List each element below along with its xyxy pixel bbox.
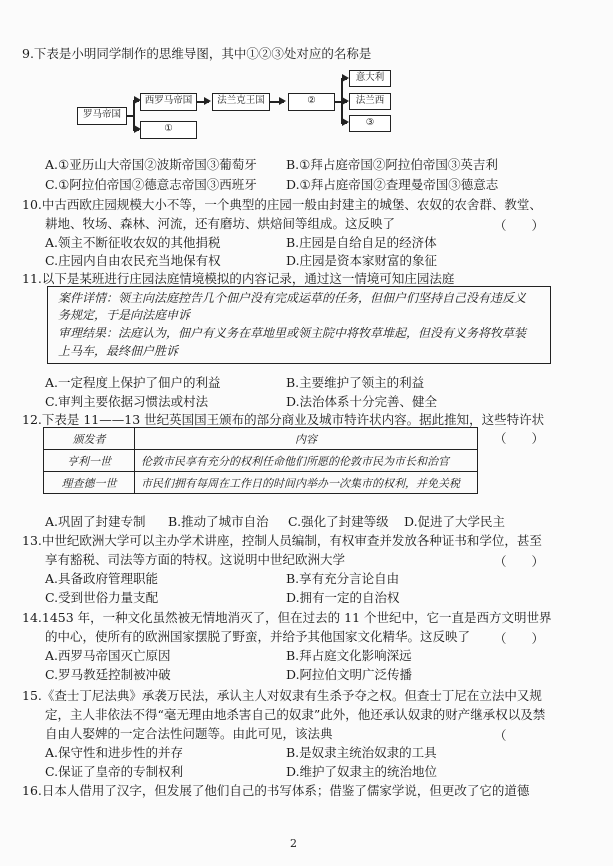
q13-stem-line-2: 享有豁税、司法等方面的特权。这说明中世纪欧洲大学 xyxy=(45,552,346,567)
q12-option-b: B.推动了城市自治 xyxy=(168,514,269,529)
q11-case-line-4: 上马车，最终佃户胜诉 xyxy=(58,344,179,358)
q11-case-line-2: 务规定，于是向法庭申诉 xyxy=(58,308,191,322)
q15-option-c: C.保证了皇帝的专制权利 xyxy=(45,764,184,779)
q12-option-d: D.促进了大学民主 xyxy=(404,514,506,529)
q14-stem-line-2: 的中心，使所有的欧洲国家摆脱了野蛮，并给予其他国家文化精华。这反映了 xyxy=(45,629,471,644)
q12-table-cell: 理查德一世 xyxy=(44,472,135,494)
q13-answer-paren: （ ） xyxy=(494,554,545,569)
q11-option-d: D.法治体系十分完善、健全 xyxy=(286,394,438,409)
page-number: 2 xyxy=(290,837,297,850)
q14-answer-paren: （ ） xyxy=(494,631,545,646)
q12-answer-paren: （ ） xyxy=(494,431,545,446)
q15-answer-paren: （ xyxy=(494,728,507,743)
q10-option-a: A.领主不断征收农奴的其他捐税 xyxy=(45,235,221,250)
q12-table-cell: 市民们拥有每周在工作日的时间内举办一次集市的权利，并免关税 xyxy=(135,472,478,494)
table-row xyxy=(44,472,478,494)
q11-option-b: B.主要维护了领主的利益 xyxy=(286,375,425,390)
q10-option-b: B.庄园是自给自足的经济体 xyxy=(286,235,437,250)
q12-table-cell: 伦敦市民享有充分的权利任命他们所愿的伦敦市民为市长和治官 xyxy=(135,450,478,472)
mindmap-west-roman: 西罗马帝国 xyxy=(140,93,197,111)
q10-answer-paren: （ ） xyxy=(494,218,545,233)
q16-stem-line-1: 16.日本人借用了汉字，但发展了他们自己的书写体系；借鉴了儒家学说，但更改了它的道德 xyxy=(22,783,530,798)
q9-option-a: A.①亚历山大帝国②波斯帝国③葡萄牙 xyxy=(45,157,257,172)
table-row xyxy=(44,450,478,472)
q15-option-d: D.维护了奴隶主的统治地位 xyxy=(286,764,438,779)
q9-option-c: C.①阿拉伯帝国②德意志帝国③西班牙 xyxy=(45,177,257,192)
mindmap-blank-2: ② xyxy=(288,93,335,111)
q13-option-b: B.享有充分言论自由 xyxy=(286,571,400,586)
q15-option-b: B.是奴隶主统治奴隶的工具 xyxy=(286,745,437,760)
q11-case-line-1: 案件详情：领主向法庭控告几个佃户没有完成运草的任务，但佃户们坚持自己没有违反义 xyxy=(58,291,527,305)
mindmap-italy: 意大利 xyxy=(349,70,391,87)
q14-stem-line-1: 14.1453 年，一种文化虽然被无情地消灭了，但在过去的 11 个世纪中，它一直是西方文明世界 xyxy=(22,610,552,625)
q11-stem: 11.以下是某班进行庄园法庭情境模拟的内容记录，通过这一情境可知庄园法庭 xyxy=(22,271,455,286)
q12-stem: 12.下表是 11——13 世纪英国国王颁布的部分商业及城市特许状内容。据此推知，这些特许状 xyxy=(22,412,545,427)
q13-option-d: D.拥有一定的自治权 xyxy=(286,590,400,605)
q14-option-a: A.西罗马帝国灭亡原因 xyxy=(45,648,171,663)
q9-option-d: D.①拜占庭帝国②查理曼帝国③德意志 xyxy=(286,177,499,192)
q12-table-header-issuer: 颁发者 xyxy=(44,428,135,450)
mindmap-frank: 法兰克王国 xyxy=(212,93,270,111)
mindmap-blank-1: ① xyxy=(140,121,197,139)
q15-option-a: A.保守性和进步性的并存 xyxy=(45,745,184,760)
q12-option-a: A.巩固了封建专制 xyxy=(45,514,146,529)
q15-stem-line-1: 15.《查士丁尼法典》承袭万民法，承认主人对奴隶有生杀予夺之权。但查士丁尼在立法中又规 xyxy=(22,688,542,703)
mindmap-root: 罗马帝国 xyxy=(77,107,127,125)
q10-option-d: D.庄园是资本家财富的象征 xyxy=(286,253,438,268)
q14-option-d: D.阿拉伯文明广泛传播 xyxy=(286,667,413,682)
q14-option-b: B.拜占庭文化影响深远 xyxy=(286,648,412,663)
q9-stem: 9.下表是小明同学制作的思维导图，其中①②③处对应的名称是 xyxy=(22,46,372,61)
q13-stem-line-1: 13.中世纪欧洲大学可以主办学术讲座，控制人员编制，有权审查并发放各种证书和学位，甚至 xyxy=(22,533,542,548)
q12-table-cell: 亨利一世 xyxy=(44,450,135,472)
q12-table-header-content: 内容 xyxy=(135,428,478,450)
q13-option-c: C.受到世俗力量支配 xyxy=(45,590,159,605)
q15-stem-line-3: 自由人娶婢的一定合法性问题等。由此可见，该法典 xyxy=(45,726,333,741)
q14-option-c: C.罗马教廷控制被冲破 xyxy=(45,667,171,682)
q10-stem-line-2: 耕地、牧场、森林、河流，还有磨坊、烘焙间等组成。这反映了 xyxy=(45,216,396,231)
q11-case-box xyxy=(47,286,551,364)
q13-option-a: A.具备政府管理职能 xyxy=(45,571,159,586)
q12-table xyxy=(43,427,478,494)
mindmap-france: 法兰西 xyxy=(349,93,391,110)
q10-option-c: C.庄园内自由农民充当地保有权 xyxy=(45,253,221,268)
mindmap-blank-3: ③ xyxy=(349,115,391,132)
q12-option-c: C.强化了封建等级 xyxy=(288,514,389,529)
q15-stem-line-2: 定，主人非依法不得“毫无理由地杀害自己的奴隶”此外，他还承认奴隶的财产继承权以及禁 xyxy=(45,707,546,722)
q11-option-a: A.一定程度上保护了佃户的利益 xyxy=(45,375,221,390)
q9-option-b: B.①拜占庭帝国②阿拉伯帝国③英吉利 xyxy=(286,157,498,172)
q10-stem-line-1: 10.中古西欧庄园规模大小不等，一个典型的庄园一般由封建主的城堡、农奴的农舍群、教堂、 xyxy=(22,197,542,212)
q11-case-line-3: 审理结果：法庭认为，佃户有义务在草地里或领主院中将牧草堆起，但没有义务将牧草装 xyxy=(58,326,527,340)
q11-option-c: C.审判主要依据习惯法或村法 xyxy=(45,394,209,409)
